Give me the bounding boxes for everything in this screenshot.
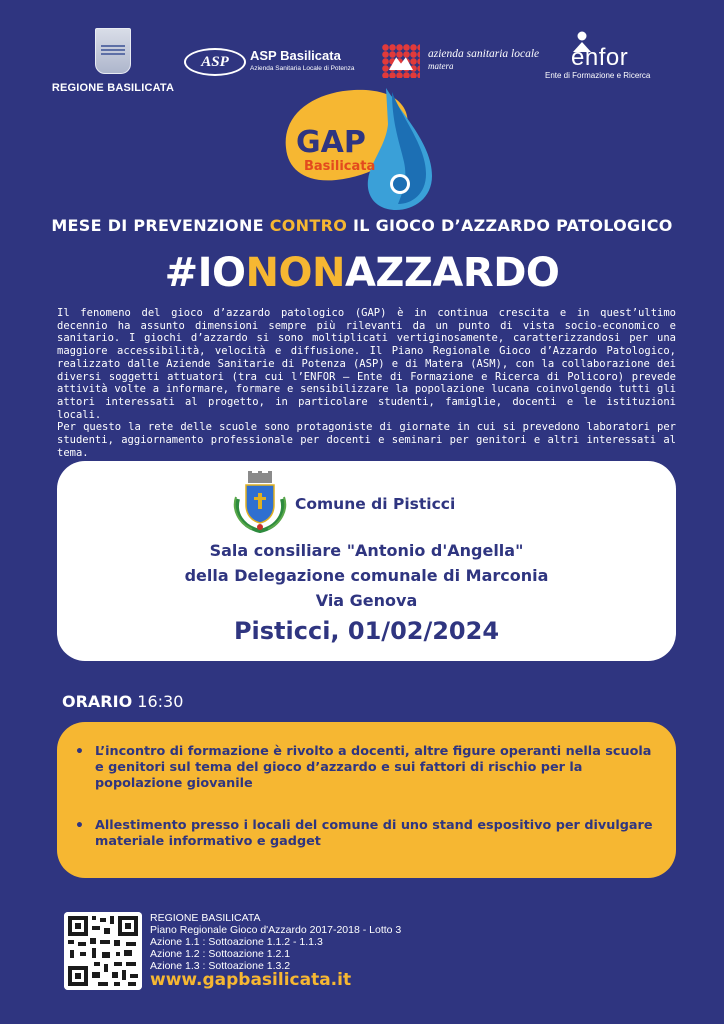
regione-label: REGIONE BASILICATA	[51, 82, 175, 94]
website-link[interactable]: www.gapbasilicata.it	[150, 970, 352, 990]
hashtag-highlight: NON	[245, 250, 345, 296]
intro-paragraph-2: Per questo la rete delle scuole sono protagoniste di giornate in cui si prevedono laboratori per studenti, aggiornamento professionale per docenti e seminari per genitori e altri interessati al tema.	[57, 421, 676, 459]
intro-text	[57, 307, 676, 459]
footer-line-3: Azione 1.1 : Sottoazione 1.1.2 - 1.1.3	[150, 936, 323, 948]
info-box	[57, 722, 676, 878]
regione-shield-icon	[95, 28, 131, 74]
gap-logo-region: Basilicata	[304, 159, 376, 174]
subtitle-part2: IL GIOCO D’AZZARDO PATOLOGICO	[347, 216, 673, 235]
regione-basilicata-logo	[48, 28, 178, 94]
footer-line-1: REGIONE BASILICATA	[150, 912, 261, 924]
footer-funding-text	[150, 912, 401, 972]
asm-name: azienda sanitaria locale	[428, 48, 540, 60]
footer-line-4: Azione 1.2 : Sottoazione 1.2.1	[150, 948, 291, 960]
venue-address: Via Genova	[315, 591, 418, 610]
hashtag-title	[0, 250, 724, 296]
pisticci-crest-icon	[232, 469, 288, 535]
event-date: Pisticci, 01/02/2024	[233, 617, 500, 645]
venue-name: Sala consiliare "Antonio d'Angella"	[209, 541, 524, 560]
enfor-subtitle: Ente di Formazione e Ricerca	[545, 71, 651, 80]
comune-name: Comune di Pisticci	[295, 495, 456, 513]
asp-oval-icon: ASP	[184, 48, 246, 76]
hashtag-part1: #IO	[164, 250, 246, 296]
asp-subtitle: Azienda Sanitaria Locale di Potenza	[250, 65, 355, 72]
enfor-name: enfor	[571, 44, 629, 71]
asp-basilicata-logo	[184, 46, 374, 76]
enfor-logo	[545, 30, 675, 80]
campaign-subtitle	[0, 216, 724, 235]
location-card	[57, 461, 676, 661]
asm-matera-logo	[382, 44, 552, 80]
subtitle-part1: MESE DI PREVENZIONE	[51, 216, 270, 235]
subtitle-highlight: CONTRO	[269, 216, 348, 235]
qr-code-icon[interactable]	[64, 912, 142, 990]
asm-subtitle: matera	[428, 61, 454, 71]
time-label: ORARIO	[62, 692, 133, 711]
asp-name: ASP Basilicata	[250, 48, 341, 63]
venue-delegation: della Delegazione comunale di Marconia	[184, 566, 549, 585]
gap-logo-word: GAP	[296, 125, 366, 160]
time-value: 16:30	[137, 692, 184, 711]
footer-line-2: Piano Regionale Gioco d'Azzardo 2017-2018 - Lotto 3	[150, 924, 402, 936]
gap-basilicata-logo	[274, 84, 444, 214]
info-bullet-training: • L’incontro di formazione è rivolto a docenti, altre figure operanti nella scuola e genitori sul tema del gioco d’azzardo e sui fattori di rischio per la popolazione giovanile	[95, 744, 655, 792]
info-bullet-stand: • Allestimento presso i locali del comune di uno stand espositivo per divulgare materiale informativo e gadget	[95, 818, 655, 850]
asm-mark-icon	[382, 44, 420, 78]
hashtag-part2: AZZARDO	[344, 250, 560, 296]
event-time	[62, 692, 183, 711]
footer-line-5: Azione 1.3 : Sottoazione 1.3.2	[150, 960, 291, 972]
intro-paragraph-1: Il fenomeno del gioco d’azzardo patologico (GAP) è in continua crescita e in quest’ultimo decennio ha assunto dimensioni sempre più rilevanti da un punto di vista socio-economico e sanitario. I giochi d’azzardo si sono moltiplicati vertiginosamente, caratterizzandosi per una maggiore accessibilità, velocità e diffusione. Il Piano Regionale Gioco d’Azzardo Patologico, realizzato dalle Aziende Sanitarie di Potenza (ASP) e di Matera (ASM), con la collaborazione dei diversi soggetti attuatori (tra cui l’ENFOR – Ente di Formazione e Ricerca di Policoro) prevede attività volte a informare, formare e sensibilizzare la popolazione lucana coinvolgendo tutti gli attori interessati al progetto, in particolare studenti, famiglie, docenti e le istituzioni locali.	[57, 307, 676, 421]
